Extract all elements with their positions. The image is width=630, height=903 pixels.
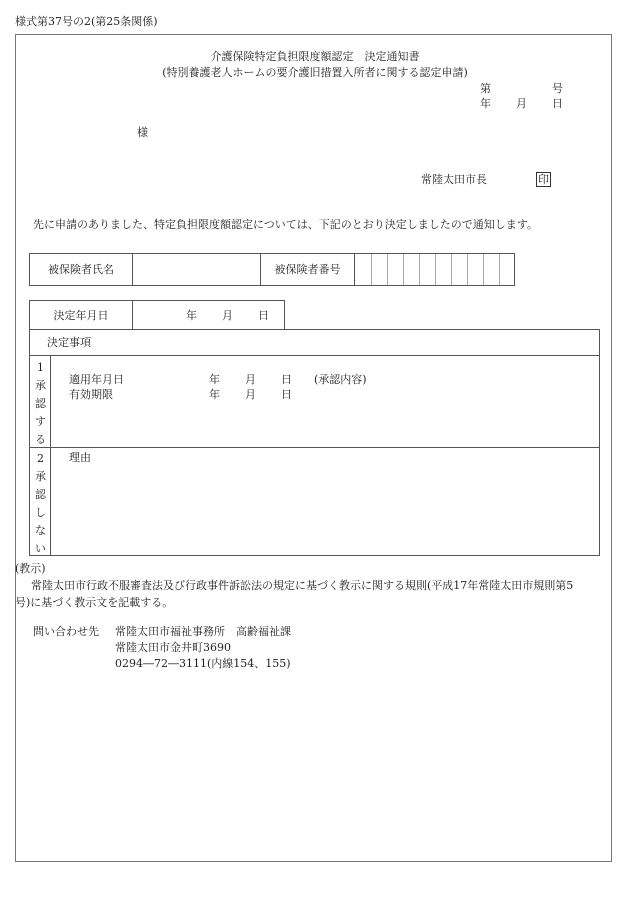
reason-label: 理由 (69, 451, 91, 464)
insured-number-digit-cell[interactable] (371, 254, 388, 285)
doc-number-prefix: 第 (480, 82, 491, 95)
insured-number-digit-cell[interactable] (467, 254, 484, 285)
apply-date-day: 日 (281, 373, 292, 386)
seal-mark: 印 (538, 173, 549, 186)
decision-date-month: 月 (222, 309, 233, 322)
decision-items-label: 決定事項 (47, 336, 91, 349)
decision-date-day: 日 (258, 309, 269, 322)
apply-date-month: 月 (245, 373, 256, 386)
insured-number-label: 被保険者番号 (274, 263, 341, 276)
insured-number-digit-cell[interactable] (387, 254, 404, 285)
document-subtitle: (特別養護老人ホームの要介護旧措置入所者に関する認定申請) (162, 66, 468, 79)
valid-until-year: 年 (209, 388, 220, 401)
instruction-line-2: 号)に基づく教示文を記載する。 (15, 596, 174, 609)
insured-number-digit-cell[interactable] (483, 254, 500, 285)
insured-number-digit-cell[interactable] (499, 254, 516, 285)
side-label-char: い (35, 542, 46, 555)
insured-table (29, 253, 515, 286)
apply-date-label: 適用年月日 (69, 373, 124, 386)
valid-until-label: 有効期限 (69, 388, 113, 401)
date-year: 年 (480, 97, 491, 110)
instruction-heading: (教示) (15, 562, 46, 575)
side-label-char: 認 (35, 397, 46, 410)
contact-office: 常陸太田市福祉事務所 高齢福祉課 (115, 625, 291, 638)
decision-date-year: 年 (186, 309, 197, 322)
decision-date-label: 決定年月日 (53, 309, 109, 322)
approval-content-label: (承認内容) (314, 373, 367, 386)
side-label-char: 承 (35, 470, 46, 483)
side-label-char: 認 (35, 488, 46, 501)
side-label-char: し (35, 506, 46, 519)
date-month: 月 (516, 97, 527, 110)
insured-number-digit-cell[interactable] (419, 254, 436, 285)
insured-number-digit-cell[interactable] (403, 254, 420, 285)
side-label-char: る (35, 433, 46, 446)
apply-date-year: 年 (209, 373, 220, 386)
issuer: 常陸太田市長 (421, 173, 487, 186)
side-label-char: な (35, 524, 46, 537)
doc-number-suffix: 号 (552, 82, 563, 95)
insured-number-digit-cell[interactable] (435, 254, 452, 285)
insured-number-digit-cell[interactable] (355, 254, 371, 285)
valid-until-month: 月 (245, 388, 256, 401)
insured-number-digit-cell[interactable] (451, 254, 468, 285)
notice-text: 先に申請のありました、特定負担限度額認定については、下記のとおり決定しましたので通知します。 (33, 218, 538, 231)
side-label-char: 承 (35, 379, 46, 392)
instruction-line-1: 常陸太田市行政不服審査法及び行政事件訴訟法の規定に基づく教示に関する規則(平成17年常陸太田市規則第5 (31, 579, 574, 592)
date-day: 日 (552, 97, 563, 110)
contact-label: 問い合わせ先 (33, 625, 99, 638)
side-label-char: 1 (37, 361, 44, 374)
decision-date-table (29, 300, 285, 330)
side-label-char: 2 (37, 452, 44, 465)
contact-phone: 0294―72―3111(内線154、155) (115, 657, 291, 670)
side-label-char: す (35, 415, 46, 428)
document-title: 介護保険特定負担限度額認定 決定通知書 (210, 50, 420, 63)
contact-address: 常陸太田市金井町3690 (115, 641, 231, 654)
addressee-suffix: 様 (137, 126, 148, 139)
insured-name-label: 被保険者氏名 (48, 263, 114, 276)
valid-until-day: 日 (281, 388, 292, 401)
form-id: 様式第37号の2(第25条関係) (15, 15, 158, 28)
decision-items-table (29, 329, 600, 556)
